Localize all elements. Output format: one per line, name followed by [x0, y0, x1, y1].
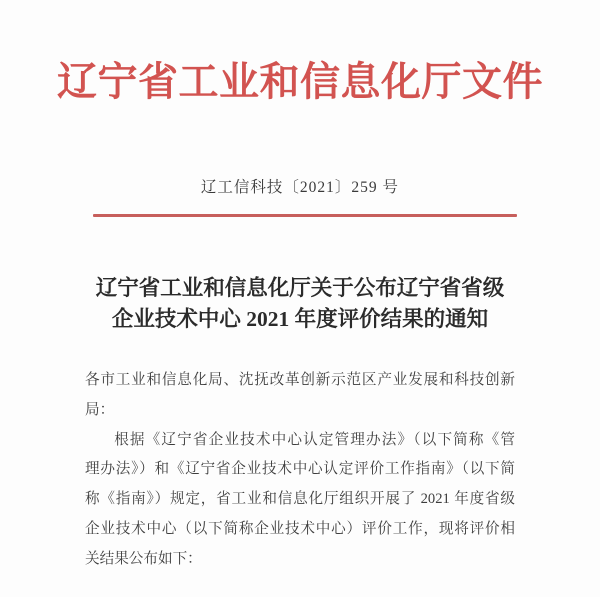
document-body [85, 366, 515, 575]
document-number: 辽工信科技〔2021〕259 号 [200, 179, 400, 196]
salutation-line: 各市工业和信息化局、沈抚改革创新示范区产业发展和科技创新 [85, 372, 515, 388]
body-line: 根据《辽宁省企业技术中心认定管理办法》（以下简称《管 [114, 431, 515, 448]
document-title [0, 273, 600, 335]
body-line: 企业技术中心（以下简称企业技术中心）评价工作，现将评价相 [85, 520, 515, 537]
document-title-line: 辽宁省工业和信息化厅关于公布辽宁省省级 [95, 276, 505, 300]
red-divider-line [93, 214, 517, 217]
body-line: 理办法》）和《辽宁省企业技术中心认定评价工作指南》（以下简 [85, 461, 515, 478]
body-line: 关结果公布如下： [85, 550, 202, 567]
document-title-line: 企业技术中心 2021 年度评价结果的通知 [111, 307, 489, 331]
salutation-line: 局： [85, 401, 115, 418]
document-header-title: 辽宁省工业和信息化厅文件 [57, 59, 543, 104]
body-line: 称《指南》）规定，省工业和信息化厅组织开展了 2021 年度省级 [85, 491, 515, 508]
